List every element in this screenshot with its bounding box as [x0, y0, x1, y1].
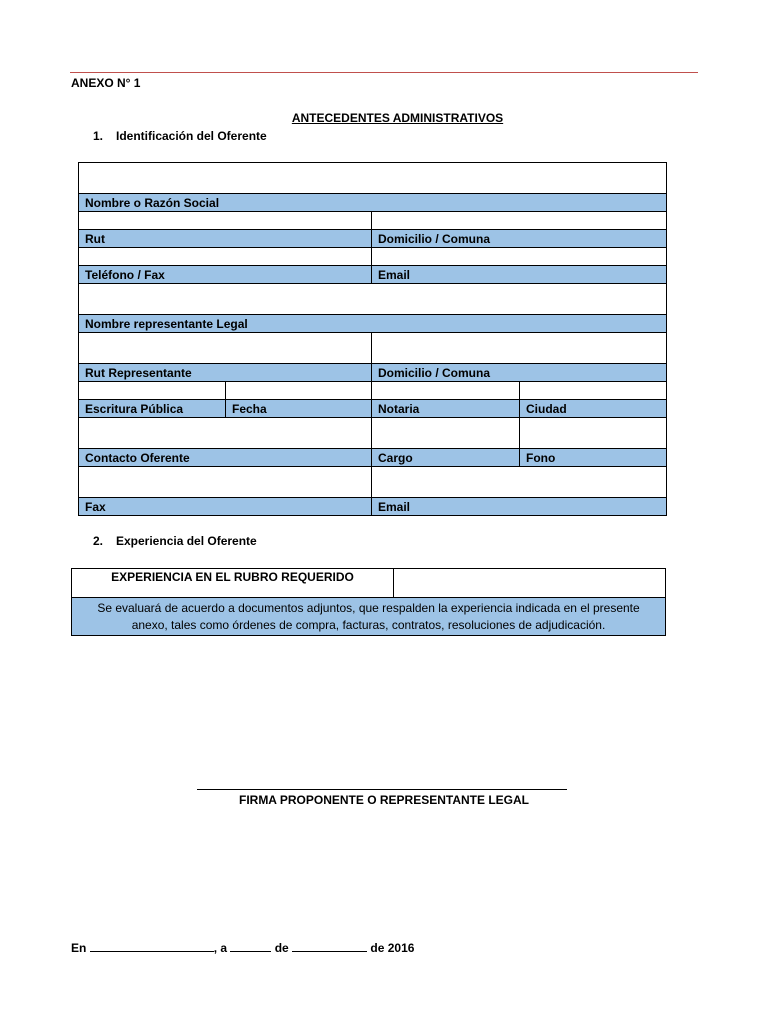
section-1-title: Identificación del Oferente	[116, 129, 267, 143]
label-domicilio-comuna-representante: Domicilio / Comuna	[372, 364, 667, 382]
label-fono: Fono	[520, 449, 667, 467]
field-nombre-representante[interactable]	[79, 284, 667, 315]
label-ciudad: Ciudad	[520, 400, 667, 418]
experience-note: Se evaluará de acuerdo a documentos adjuntos, que respalden la experiencia indicada en el presente anexo, tales como órdenes de compra, facturas, contratos, resoluciones de adjudicación.	[72, 598, 666, 636]
header-rule	[70, 72, 698, 73]
label-rut-representante: Rut Representante	[79, 364, 372, 382]
section-1-heading	[93, 129, 267, 143]
section-1-number: 1.	[93, 129, 104, 143]
field-telefono-fax[interactable]	[79, 248, 372, 266]
field-cargo[interactable]	[372, 418, 520, 449]
field-email-contacto[interactable]	[372, 467, 667, 498]
label-email-contacto: Email	[372, 498, 667, 516]
section-2-title: Experiencia del Oferente	[116, 534, 257, 548]
label-email: Email	[372, 266, 667, 284]
field-rut-representante[interactable]	[79, 333, 372, 364]
oferente-identification-table	[78, 162, 667, 516]
date-prefix: En	[71, 941, 87, 955]
label-nombre-representante: Nombre representante Legal	[79, 315, 667, 333]
place-blank[interactable]	[90, 940, 214, 952]
date-year: de 2016	[370, 941, 415, 955]
field-ciudad[interactable]	[520, 382, 667, 400]
day-blank[interactable]	[230, 940, 271, 952]
field-nombre-razon-social[interactable]	[79, 163, 667, 194]
field-escritura-publica[interactable]	[79, 382, 226, 400]
section-2-heading	[93, 534, 257, 548]
experience-header: EXPERIENCIA EN EL RUBRO REQUERIDO	[72, 569, 394, 598]
label-contacto-oferente: Contacto Oferente	[79, 449, 372, 467]
field-contacto-oferente[interactable]	[79, 418, 372, 449]
label-domicilio-comuna: Domicilio / Comuna	[372, 230, 667, 248]
date-comma-a: , a	[213, 941, 228, 955]
field-notaria[interactable]	[372, 382, 520, 400]
field-domicilio-comuna-representante[interactable]	[372, 333, 667, 364]
label-fax: Fax	[79, 498, 372, 516]
annex-number: ANEXO N° 1	[71, 76, 141, 90]
month-blank[interactable]	[292, 940, 367, 952]
label-cargo: Cargo	[372, 449, 520, 467]
label-nombre-razon-social: Nombre o Razón Social	[79, 194, 667, 212]
field-experiencia[interactable]	[394, 569, 666, 598]
date-place-line	[71, 940, 414, 955]
signature-line[interactable]	[197, 789, 567, 790]
label-escritura-publica: Escritura Pública	[79, 400, 226, 418]
label-telefono-fax: Teléfono / Fax	[79, 266, 372, 284]
field-domicilio-comuna[interactable]	[372, 212, 667, 230]
label-fecha: Fecha	[226, 400, 372, 418]
page-title-text: ANTECEDENTES ADMINISTRATIVOS	[291, 111, 504, 125]
signature-label: FIRMA PROPONENTE O REPRESENTANTE LEGAL	[238, 793, 529, 807]
field-fax[interactable]	[79, 467, 372, 498]
field-fono[interactable]	[520, 418, 667, 449]
field-rut[interactable]	[79, 212, 372, 230]
field-email[interactable]	[372, 248, 667, 266]
field-fecha[interactable]	[226, 382, 372, 400]
page-title	[0, 111, 768, 125]
experience-table	[71, 568, 666, 636]
date-de: de	[274, 941, 289, 955]
label-rut: Rut	[79, 230, 372, 248]
label-notaria: Notaria	[372, 400, 520, 418]
section-2-number: 2.	[93, 534, 104, 548]
